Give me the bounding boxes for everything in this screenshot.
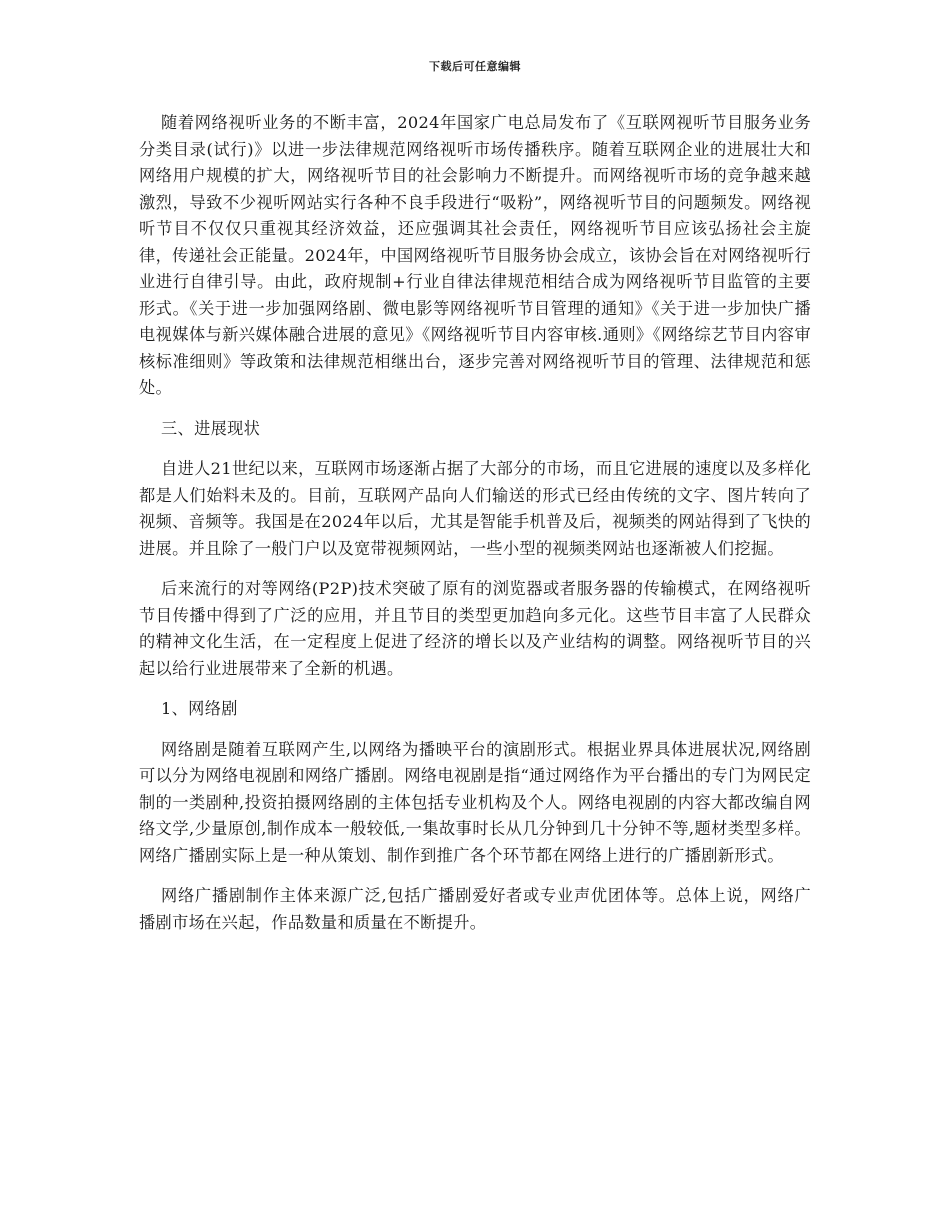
paragraph-radio-drama: 网络广播剧制作主体来源广泛,包括广播剧爱好者或专业声优团体等。总体上说，网络广播剧市场在兴起，作品数量和质量在不断提升。 [139, 886, 811, 932]
document-body [139, 110, 811, 950]
paragraph-web-drama: 网络剧是随着互联网产生,以网络为播映平台的演剧形式。根据业界具体进展状况,网络剧可以分为网络电视剧和网络广播剧。网络电视剧是指“通过网络作为平台播出的专门为网民定制的一类剧种,投资拍摄网络剧的主体包括专业机构及个人。网络电视剧的内容大都改编自网络文学,少量原创,制作成本一般较低,一集故事时长从几分钟到几十分钟不等,题材类型多样。网络广播剧实际上是一种从策划、制作到推广各个环节都在网络上进行的广播剧新形式。 [139, 739, 811, 865]
page-header: 下载后可任意编辑 [429, 60, 521, 73]
paragraph-regulation: 随着网络视听业务的不断丰富，2024年国家广电总局发布了《互联网视听节目服务业务分类目录(试行)》以进一步法律规范网络视听市场传播秩序。随着互联网企业的进展壮大和网络用户规模的扩大，网络视听节目的社会影响力不断提升。而网络视听市场的竞争越来越激烈，导致不少视听网站实行各种不良手段进行“吸粉”，网络视听节目的问题频发。网络视听节目不仅仅只重视其经济效益，还应强调其社会责任，网络视听节目应该弘扬社会主旋律，传递社会正能量。2024年，中国网络视听节目服务协会成立，该协会旨在对网络视听行业进行自律引导。由此，政府规制+行业自律法律规范相结合成为网络视听节目监管的主要形式。《关于进一步加强网络剧、微电影等网络视听节目管理的通知》《关于进一步加快广播电视媒体与新兴媒体融合进展的意见》《网络视听节目内容审核.通则》《网络综艺节目内容审核标准细则》等政策和法律规范相继出台，逐步完善对网络视听节目的管理、法律规范和惩处。 [139, 113, 811, 397]
subsection-heading-web-drama: 1、网络剧 [161, 699, 238, 718]
paragraph-p2p: 后来流行的对等网络(P2P)技术突破了原有的浏览器或者服务器的传输模式，在网络视听节目传播中得到了广泛的应用，并且节目的类型更加趋向多元化。这些节目丰富了人民群众的精神文化生活，在一定程度上促进了经济的增长以及产业结构的调整。网络视听节目的兴起以给行业进展带来了全新的机遇。 [139, 579, 811, 678]
section-heading-status: 三、进展现状 [161, 418, 261, 438]
paragraph-internet-market: 自进人21世纪以来，互联网市场逐渐占据了大部分的市场，而且它进展的速度以及多样化都是人们始料未及的。目前，互联网产品向人们输送的形式已经由传统的文字、图片转向了视频、音频等。我国是在2024年以后，尤其是智能手机普及后，视频类的网站得到了飞快的进展。并且除了一般门户以及宽带视频网站，一些小型的视频类网站也逐渐被人们挖掘。 [139, 459, 811, 558]
